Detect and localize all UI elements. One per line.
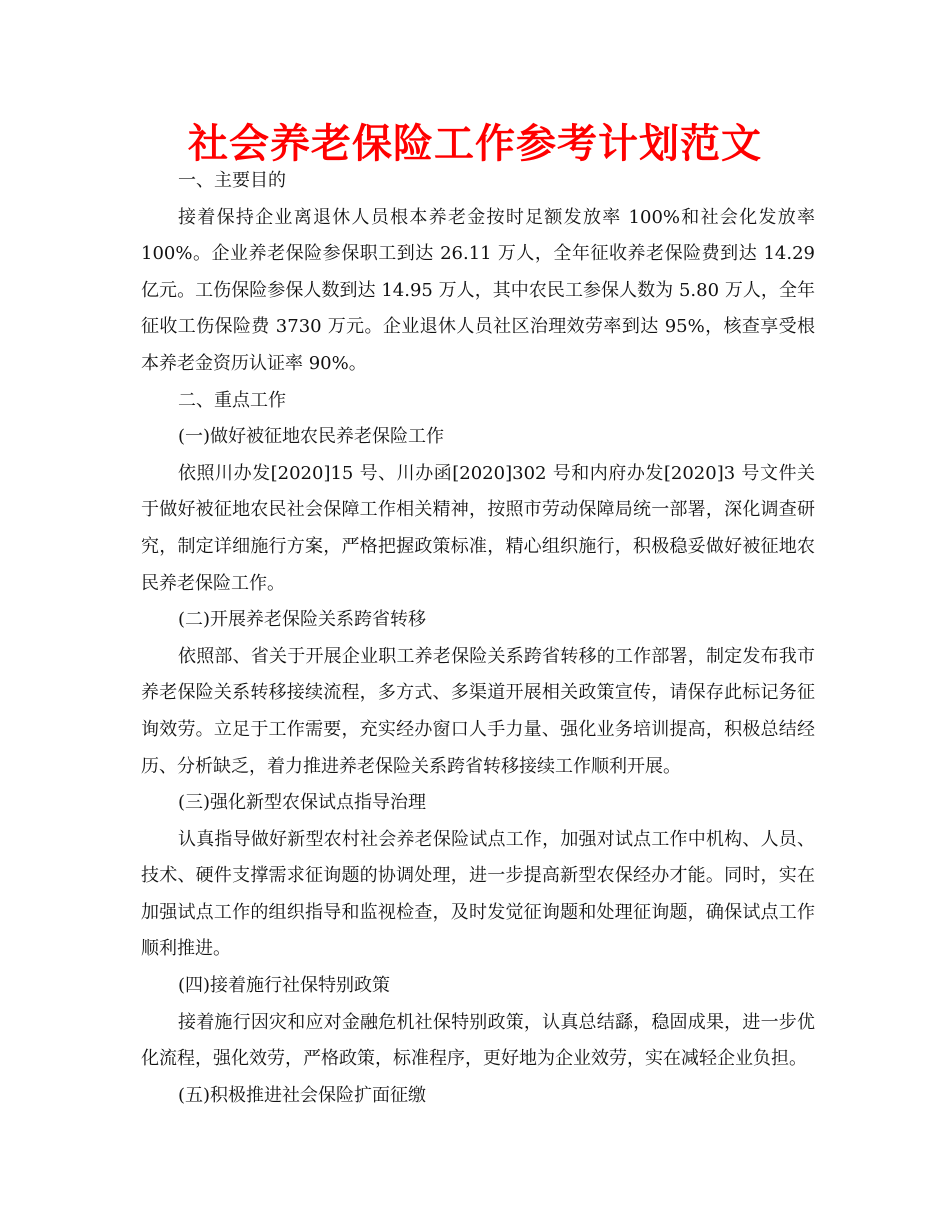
subheading-4: (四)接着施行社保特别政策	[178, 975, 391, 997]
subheading-2: (二)开展养老保险关系跨省转移	[178, 609, 427, 631]
paragraph-1: 依照川办发[2020]15 号、川办函[2020]302 号和内府办发[2020]3 号文件关于做好被征地农民社会保障工作相关精神，按照市劳动保障局统一部署，深化调查研究，制定详细施行方案，严格把握政策标准，精心组织施行，积极稳妥做好被征地农民养老保险工作。	[141, 462, 815, 594]
paragraph-objectives: 接着保持企业离退休人员根本养老金按时足额发放率 100%和社会化发放率 100%。企业养老保险参保职工到达 26.11 万人，全年征收养老保险费到达 14.29 亿元。工伤保险参保人数到达 14.95 万人，其中农民工参保人数为 5.80 万人，全年征收工伤保险费 3730 万元。企业退休人员社区治理效劳率到达 95%，核查享受根本养老金资历认证率 90%。	[141, 206, 815, 374]
subheading-5: (五)积极推进社会保险扩面征缴	[178, 1084, 427, 1106]
subheading-1: (一)做好被征地农民养老保险工作	[178, 426, 445, 448]
document-title: 社会养老保险工作参考计划范文	[188, 121, 762, 167]
heading-main-objectives: 一、主要目的	[178, 170, 286, 191]
document-body	[141, 163, 815, 1114]
heading-key-work: 二、重点工作	[178, 389, 286, 411]
paragraph-4: 接着施行因灾和应对金融危机社保特别政策，认真总结繇，稳固成果，进一步优化流程，强化效劳，严格政策，标准程序，更好地为企业效劳，实在减轻企业负担。	[141, 1011, 815, 1070]
paragraph-2: 依照部、省关于开展企业职工养老保险关系跨省转移的工作部署，制定发布我市养老保险关系转移接续流程，多方式、多渠道开展相关政策宣传，请保存此标记务征询效劳。立足于工作需要，充实经办窗口人手力量、强化业务培训提高，积极总结经历、分析缺乏，着力推进养老保险关系跨省转移接续工作顺利开展。	[141, 645, 815, 777]
paragraph-3: 认真指导做好新型农村社会养老保险试点工作，加强对试点工作中机构、人员、技术、硬件支撑需求征询题的协调处理，进一步提高新型农保经办才能。同时，实在加强试点工作的组织指导和监视检查，及时发觉征询题和处理征询题，确保试点工作顺利推进。	[141, 828, 815, 960]
subheading-3: (三)强化新型农保试点指导治理	[178, 792, 427, 814]
